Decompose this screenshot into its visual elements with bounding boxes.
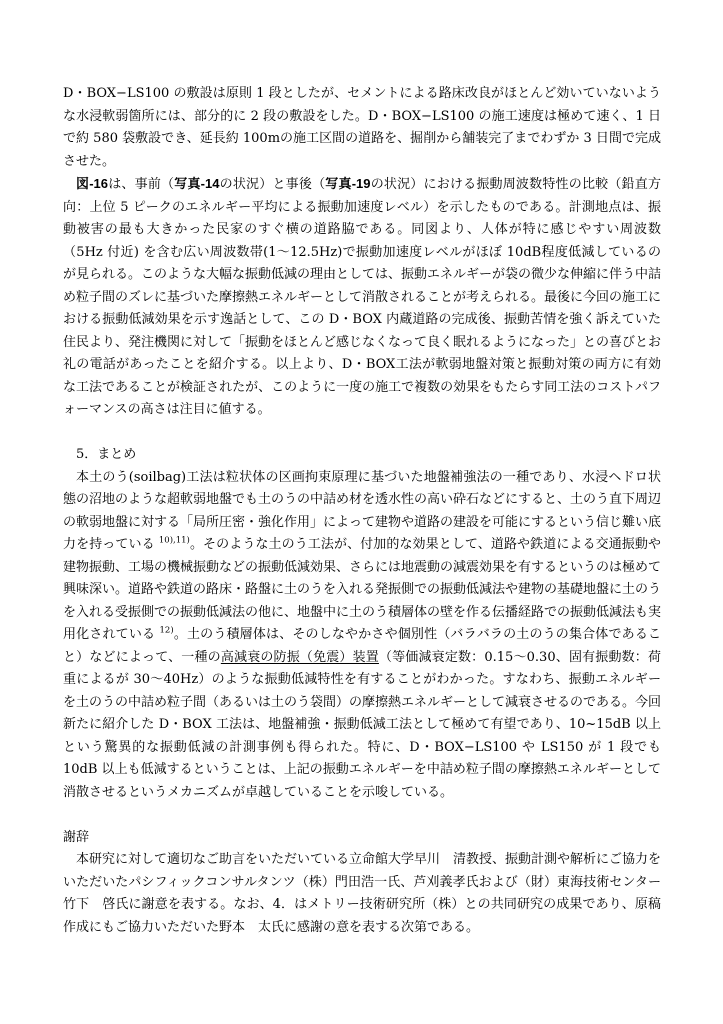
paragraph-figure16-vibration-comparison: [63, 173, 661, 422]
text-run: 。土のう積層体は、そのしなやかさや個別性（バラバラの土のうの集合体であること）などによって、一種の: [63, 627, 661, 665]
paragraph-summary: [63, 467, 661, 805]
paragraph-acknowledgements: [63, 849, 661, 939]
text-run: 。そのような土のう工法が、付加的な効果として、道路や鉄道による交通振動や建物振動、工場の機械振動などの振動低減効果、さらには地震動の減震効果を有するというのは極めて興味深い。道路や鉄道の路床・路盤に土のうを入れる発振側での振動低減法や建物の基礎地盤に土のうを入れる受振側での振動低減法の他に、地盤中に土のう積層体の壁を作る伝播経路での振動低減法も実用化されている: [63, 537, 662, 642]
text-run-underline: 高減衰の防振（免震）装置: [220, 649, 379, 665]
heading-acknowledgements: [63, 827, 661, 850]
text-run-bold-gothic: 図-16: [76, 176, 108, 191]
text-run-sup: 10),11): [158, 535, 190, 546]
paragraph-dbox-construction: [63, 83, 661, 173]
text-run: 本土のう(soilbag)工法は粒状体の区画拘束原理に基づいた地盤補強法の一種であり、水浸ヘドロ状態の沼地のような超軟弱地盤でも土のうの中詰め材を透水性の高い砕石などにすると、土のう直下周辺の軟弱地盤に対する「局所圧密・強化作用」によって建物や道路の建設を可能にするという信じ難い底力を持っている: [63, 469, 662, 552]
text-run: （等価減衰定数：0.15〜0.30、固有振動数：荷重によるが 30〜40Hz）のような振動低減特性を有することがわかった。すなわち、振動エネルギーを土のうの中詰め粒子間（あるいは土のう袋間）の摩擦熱エネルギーとして減衰させるのである。今回新たに紹介した D・BOX 工法は、地盤補強・振動低減工法として極めて有望であり、10~15dB 以上という驚異的な振動低減の計測事例も得られた。特に、D・BOX−LS100 や LS150 が 1 段でも 10dB 以上も低減するということは、上記の振動エネルギーを中詰め粒子間の摩擦熱エネルギーとして消散させるというメカニズムが卓越していることを示唆している。: [63, 649, 662, 800]
heading-summary: [63, 444, 661, 467]
text-run: 本研究に対して適切なご助言をいただいている立命館大学早川 清教授、振動計測や解析にご協力をいただいたパシフィックコンサルタンツ（株）門田浩一氏、芦刈義孝氏および（財）東海技術センター竹下 啓氏に謝意を表する。なお、4．はメトリー技術研究所（株）との共同研究の成果であり、原稿作成にもご協力いただいた野本 太氏に感謝の意を表する次第である。: [63, 852, 662, 935]
blank-line: [63, 804, 661, 827]
text-run-sup: 12): [159, 625, 174, 636]
document-content: [63, 83, 661, 939]
text-run: 5．まとめ: [76, 447, 137, 462]
text-run: 謝辞: [63, 829, 90, 845]
text-run-bold-gothic: 写真-14: [174, 176, 220, 191]
text-run: D・BOX−LS100 の敷設は原則 1 段としたが、セメントによる路床改良がほとんど効いていないような水浸軟弱箇所には、部分的に 2 段の敷設をした。D・BOX−LS100 の施工速度は極めて速く、1 日で約 580 袋敷設でき、延長約 100mの施工区間の道路を、掘削から舗装完了までわずか 3 日間で完成させた。: [63, 86, 661, 169]
text-run: は、事前（: [108, 177, 175, 192]
text-run-bold-gothic: 写真-19: [325, 176, 371, 191]
text-run: の状況）における振動周波数特性の比較（鉛直方向：上位 5 ピークのエネルギー平均による振動加速度レベル）を示したものである。計測地点は、振動被害の最も大きかった民家のすぐ横の道路脇である。同図より、人体が特に感じやすい周波数（5Hz 付近) を含む広い周波数帯(1〜12.5Hz)で振動加速度レベルがほぼ 10dB程度低減しているのが見られる。このような大幅な振動低減の理由としては、振動エネルギーが袋の微少な伸縮に伴う中詰め粒子間のズレに基づいた摩擦熱エネルギーとして消散されることが考えられる。最後に今回の施工における振動低減効果を示す逸話として、この D・BOX 内蔵道路の完成後、振動苦情を強く訴えていた住民より、発注機関に対して「振動をほとんど感じなくなって良く眠れるようになった」との喜びとお礼の電話があったことを紹介する。以上より、D・BOX工法が軟弱地盤対策と振動対策の両方に有効な工法であることが検証されたが、このように一度の施工で複数の効果をもたらす同工法のコストパフォーマンスの高さは注目に値する。: [63, 177, 662, 417]
blank-line: [63, 422, 661, 445]
text-run: の状況）と事後（: [219, 177, 326, 192]
